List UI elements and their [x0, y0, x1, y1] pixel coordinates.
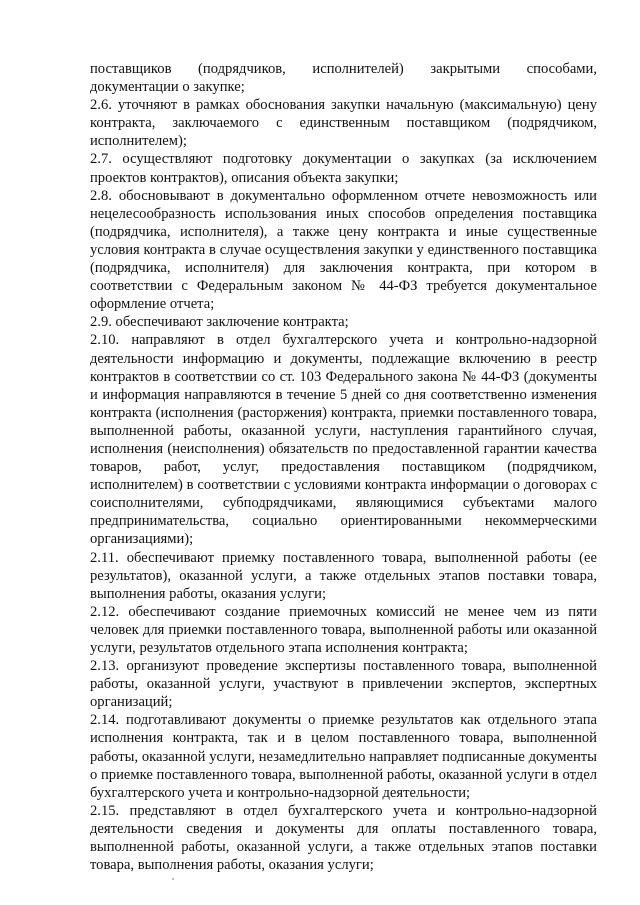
- paragraph-2-15: 2.15. представляют в отдел бухгалтерского учета и контрольно-надзорной деятельности сведения и документы для оплаты поставленного товара, выполненной работы, оказанной услуги, а также отдельных этапов поставки товара, выполнения работы, оказания услуги;: [90, 802, 597, 874]
- paragraph-2-14: 2.14. подготавливают документы о приемке результатов как отдельного этапа исполнения контракта, так и в целом поставленного товара, выполненной работы, оказанной услуги, незамедлительно направляет подписанные документы о приемке поставленного товара, выполненной работы, оказанной услуги в отдел бухгалтерского учета и контрольно-надзорной деятельности;: [90, 712, 597, 801]
- paragraph-continuation: поставщиков (подрядчиков, исполнителей) закрытыми способами, документации о закупке;: [90, 61, 597, 96]
- paragraph-2-10: 2.10. направляют в отдел бухгалтерского учета и контрольно-надзорной деятельности информацию и документы, подлежащие включению в реестр контрактов в соответствии со ст. 103 Федерального закона № 44-ФЗ (документы и информация направляются в течение 5 дней со дня соответственно изменения контракта (исполнения (расторжения) контракта, приемки поставленного товара, выполненной работы, оказанной услуги, наступления гарантийного случая, исполнения (неисполнения) обязательств по предоставленной гарантии качества товаров, работ, услуг, предоставления поставщиком (подрядчиком, исполнителем) в соответствии с условиями контракта информации о договорах с соисполнителями, субподрядчиками, являющимися субъектами малого предпринимательства, социально ориентированными некоммерческими организациями);: [90, 332, 597, 548]
- scan-speck: [172, 878, 174, 880]
- paragraph-2-9: 2.9. обеспечивают заключение контракта;: [90, 314, 349, 331]
- paragraph-2-8: 2.8. обосновывают в документально оформленном отчете невозможность или нецелесообразность использования иных способов определения поставщика (подрядчика, исполнителя), а также цену контракта и иные существенные условия контракта в случае осуществления закупки у единственного поставщика (подрядчика, исполнителя) для заключения контракта, при котором в соответствии с Федеральным законом № 44-ФЗ требуется документальное оформление отчета;: [90, 187, 597, 313]
- paragraph-2-11: 2.11. обеспечивают приемку поставленного товара, выполненной работы (ее результатов), оказанной услуги, а также отдельных этапов поставки товара, выполнения работы, оказания услуги;: [90, 549, 597, 602]
- paragraph-2-7: 2.7. осуществляют подготовку документации о закупках (за исключением проектов контрактов), описания объекта закупки;: [90, 151, 597, 186]
- document-page: [90, 60, 597, 874]
- paragraph-2-6: 2.6. уточняют в рамках обоснования закупки начальную (максимальную) цену контракта, заключаемого с единственным поставщиком (подрядчиком, исполнителем);: [90, 97, 597, 150]
- paragraph-2-12: 2.12. обеспечивают создание приемочных комиссий не менее чем из пяти человек для приемки поставленного товара, выполненной работы или оказанной услуги, результатов отдельного этапа исполнения контракта;: [90, 603, 597, 656]
- paragraph-2-13: 2.13. организуют проведение экспертизы поставленного товара, выполненной работы, оказанной услуги, участвуют в привлечении экспертов, экспертных организаций;: [90, 658, 597, 711]
